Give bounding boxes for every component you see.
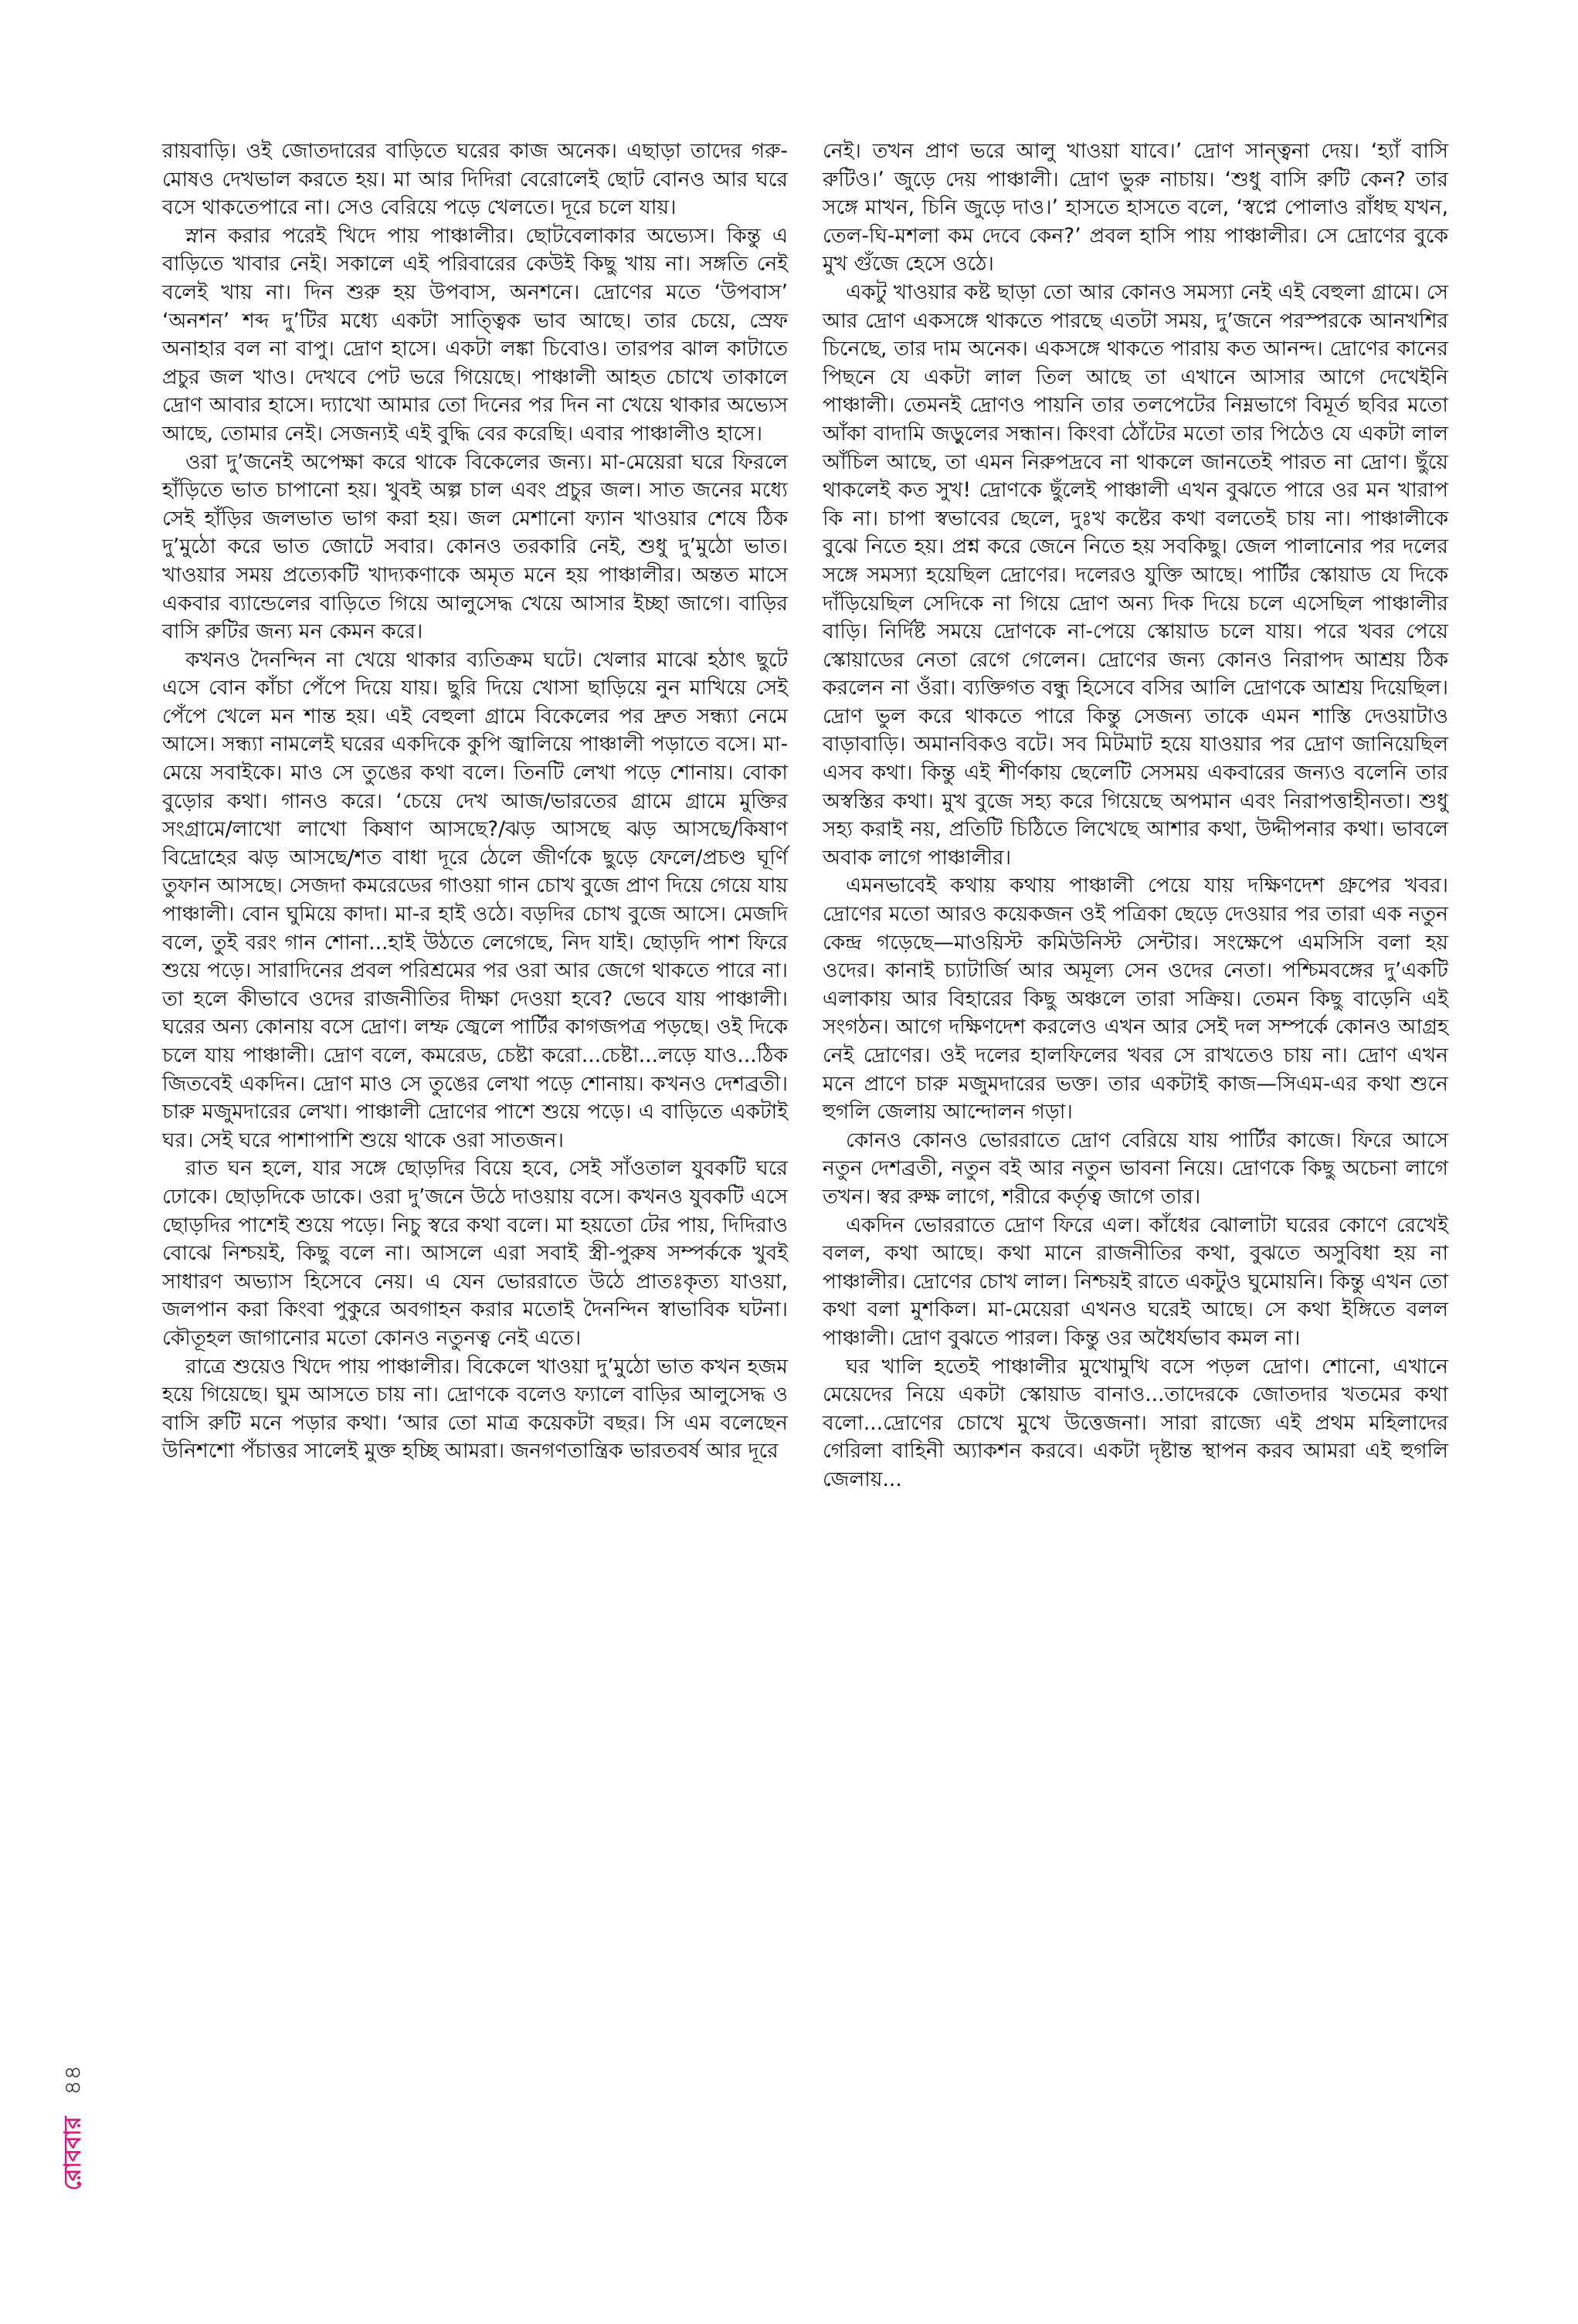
paragraph: রাত ঘন হলে, যার সঙ্গে ছোড়দির বিয়ে হবে, সেই সাঁওতাল যুবকটি ঘরে ঢোকে। ছোড়দিকে ডাকে। ওরা দু’জনে উঠে দাওয়ায় বসে। কখনও যুবকটি এসে ছোড়দির পাশেই শুয়ে পড়ে। নিচু স্বরে কথা বলে। মা হয়তো টের পায়, দিদিরাও বোঝে নিশ্চয়ই, কিছু বলে না। আসলে এরা সবাই স্ত্রী-পুরুষ সম্পর্ককে খুবই সাধারণ অভ্যাস হিসেবে নেয়। এ যেন ভোররাতে উঠে প্রাতঃকৃত্য যাওয়া, জলপান করা কিংবা পুকুরে অবগাহন করার মতোই দৈনন্দিন স্বাভাবিক ঘটনা। কৌতূহল জাগানোর মতো কোনও নতুনত্ব নেই এতে। bbox=[162, 1156, 788, 1350]
paragraph: কোনও কোনও ভোররাতে দ্রোণ বেরিয়ে যায় পার্টির কাজে। ফিরে আসে নতুন দেশব্রতী, নতুন বই আর নতুন ভাবনা নিয়ে। দ্রোণকে কিছু অচেনা লাগে তখন। স্বর রুক্ষ লাগে, শরীরে কর্তৃত্ব জাগে তার। bbox=[823, 1128, 1448, 1209]
paragraph: রায়বাড়ি। ওই জোতদারের বাড়িতে ঘরের কাজ অনেক। এছাড়া তাদের গরু-মোষও দেখভাল করতে হয়। মা আর দিদিরা বেরোলেই ছোট বোনও আর ঘরে বসে থাকতেপারে না। সেও বেরিয়ে পড়ে খেলতে। দূরে চলে যায়। bbox=[162, 139, 788, 220]
right-column bbox=[823, 137, 1448, 1494]
page-number: ৪৪ bbox=[59, 2064, 87, 2095]
paragraph: একদিন ভোররাতে দ্রোণ ফিরে এল। কাঁধের ঝোলাটা ঘরের কোণে রেখেই বলল, কথা আছে। কথা মানে রাজনীতির কথা, বুঝতে অসুবিধা হয় না পাঞ্চালীর। দ্রোণের চোখ লাল। নিশ্চয়ই রাতে একটুও ঘুমোয়নি। কিন্তু এখন তো কথা বলা মুশকিল। মা-মেয়েরা এখনও ঘরেই আছে। সে কথা ইঙ্গিতে বলল পাঞ্চালী। দ্রোণ বুঝতে পারল। কিন্তু ওর অধৈর্যভাব কমল না। bbox=[823, 1213, 1448, 1350]
paragraph: কখনও দৈনন্দিন না খেয়ে থাকার ব্যতিক্রম ঘটে। খেলার মাঝে হঠাৎ ছুটে এসে বোন কাঁচা পেঁপে দিয়ে যায়। ছুরি দিয়ে খোসা ছাড়িয়ে নুন মাখিয়ে সেই পেঁপে খেলে মন শান্ত হয়। এই বেহুলা গ্রামে বিকেলের পর দ্রুত সন্ধ্যা নেমে আসে। সন্ধ্যা নামলেই ঘরের একদিকে কুপি জ্বালিয়ে পাঞ্চালী পড়াতে বসে। মা-মেয়ে সবাইকে। মাও সে তুঙের কথা বলে। তিনটি লেখা পড়ে শোনায়। বোকা বুড়োর কথা। গানও করে। ‘চেয়ে দেখ আজ/ভারতের গ্রামে গ্রামে মুক্তির সংগ্রামে/লাখো লাখো কিষাণ আসছে?/ঝড় আসছে ঝড় আসছে/কিষাণ বিদ্রোহের ঝড় আসছে/শত বাধা দূরে ঠেলে জীর্ণকে ছুড়ে ফেলে/প্রচণ্ড ঘূর্ণি তুফান আসছে। সেজদা কমরেডের গাওয়া গান চোখ বুজে প্রাণ দিয়ে গেয়ে যায় পাঞ্চালী। বোন ঘুমিয়ে কাদা। মা-র হাই ওঠে। বড়দির চোখ বুজে আসে। মেজদি বলে, তুই বরং গান শোনা...হাই উঠতে লেগেছে, নিদ যাই। ছোড়দি পাশ ফিরে শুয়ে পড়ে। সারাদিনের প্রবল পরিশ্রমের পর ওরা আর জেগে থাকতে পারে না। তা হলে কীভাবে ওদের রাজনীতির দীক্ষা দেওয়া হবে? ভেবে যায় পাঞ্চালী। ঘরের অন্য কোনায় বসে দ্রোণ। লম্ফ জ্বেলে পার্টির কাগজপত্র পড়ছে। ওই দিকে চলে যায় পাঞ্চালী। দ্রোণ বলে, কমরেড, চেষ্টা করো...চেষ্টা...লড়ে যাও...ঠিক জিতবেই একদিন। দ্রোণ মাও সে তুঙের লেখা পড়ে শোনায়। কখনও দেশব্রতী। চারু মজুমদারের লেখা। পাঞ্চালী দ্রোণের পাশে শুয়ে পড়ে। এ বাড়িতে একটাই ঘর। সেই ঘরে পাশাপাশি শুয়ে থাকে ওরা সাতজন। bbox=[162, 647, 788, 1152]
paragraph: ঘর খালি হতেই পাঞ্চালীর মুখোমুখি বসে পড়ল দ্রোণ। শোনো, এখানে মেয়েদের নিয়ে একটা স্কোয়াড বানাও...তাদেরকে জোতদার খতমের কথা বলো...দ্রোণের চোখে মুখে উত্তেজনা। সারা রাজ্যে এই প্রথম মহিলাদের গেরিলা বাহিনী অ্যাকশন করবে। একটা দৃষ্টান্ত স্থাপন করব আমরা এই হুগলি জেলায়... bbox=[823, 1354, 1448, 1491]
paragraph: নেই। তখন প্রাণ ভরে আলু খাওয়া যাবে।’ দ্রোণ সান্ত্বনা দেয়। ‘হ্যাঁ বাসি রুটিও।’ জুড়ে দেয় পাঞ্চালী। দ্রোণ ভুরু নাচায়। ‘শুধু বাসি রুটি কেন? তার সঙ্গে মাখন, চিনি জুড়ে দাও।’ হাসতে হাসতে বলে, ‘স্বপ্নে পোলাও রাঁধছ যখন, তেল-ঘি-মশলা কম দেবে কেন?’ প্রবল হাসি পায় পাঞ্চালীর। সে দ্রোণের বুকে মুখ গুঁজে হেসে ওঠে। bbox=[823, 139, 1448, 277]
paragraph: স্নান করার পরেই খিদে পায় পাঞ্চালীর। ছোটবেলাকার অভ্যেস। কিন্তু এ বাড়িতে খাবার নেই। সকালে এই পরিবারের কেউই কিছু খায় না। সঙ্গতি নেই বলেই খায় না। দিন শুরু হয় উপবাস, অনশনে। দ্রোণের মতে ‘উপবাস’ ‘অনশন’ শব্দ দু’টির মধ্যে একটা সাত্ত্বিক ভাব আছে। তার চেয়ে, স্রেফ অনাহার বল না বাপু। দ্রোণ হাসে। একটা লঙ্কা চিবোও। তারপর ঝাল কাটাতে প্রচুর জল খাও। দেখবে পেট ভরে গিয়েছে। পাঞ্চালী আহত চোখে তাকালে দ্রোণ আবার হাসে। দ্যাখো আমার তো দিনের পর দিন না খেয়ে থাকার অভ্যেস আছে, তোমার নেই। সেজন্যই এই বুদ্ধি বের করেছি। এবার পাঞ্চালীও হাসে। bbox=[162, 223, 788, 446]
paragraph: এমনভাবেই কথায় কথায় পাঞ্চালী পেয়ে যায় দক্ষিণদেশ গ্রুপের খবর। দ্রোণের মতো আরও কয়েকজন ওই পত্রিকা ছেড়ে দেওয়ার পর তারা এক নতুন কেন্দ্র গড়েছে—মাওয়িস্ট কমিউনিস্ট সেন্টার। সংক্ষেপে এমসিসি বলা হয় ওদের। কানাই চ্যাটার্জি আর অমূল্য সেন ওদের নেতা। পশ্চিমবঙ্গের দু’একটি এলাকায় আর বিহারের কিছু অঞ্চলে তারা সক্রিয়। তেমন কিছু বাড়েনি এই সংগঠন। আগে দক্ষিণদেশ করলেও এখন আর সেই দল সম্পর্কে কোনও আগ্রহ নেই দ্রোণের। ওই দলের হালফিলের খবর সে রাখতেও চায় না। দ্রোণ এখন মনে প্রাণে চারু মজুমদারের ভক্ত। তার একটাই কাজ—সিএম-এর কথা শুনে হুগলি জেলায় আন্দোলন গড়া। bbox=[823, 874, 1448, 1125]
left-column bbox=[162, 137, 788, 1466]
paragraph: একটু খাওয়ার কষ্ট ছাড়া তো আর কোনও সমস্যা নেই এই বেহুলা গ্রামে। সে আর দ্রোণ একসঙ্গে থাকতে পারছে এতটা সময়, দু’জনে পরস্পরকে আনখশির চিনেছে, তার দাম অনেক। একসঙ্গে থাকতে পারায় কত আনন্দ। দ্রোণের কানের পিছনে যে একটা লাল তিল আছে তা এখানে আসার আগে দেখেইনি পাঞ্চালী। তেমনই দ্রোণও পায়নি তার তলপেটের নিম্নভাগে বিমূর্ত ছবির মতো আঁকা বাদামি জড়ুলের সন্ধান। কিংবা ঠোঁটের মতো তার পিঠেও যে একটা লাল আঁচিল আছে, তা এমন নিরুপদ্রবে না থাকলে জানতেই পারত না দ্রোণ। ছুঁয়ে থাকলেই কত সুখ! দ্রোণকে ছুঁলেই পাঞ্চালী এখন বুঝতে পারে ওর মন খারাপ কি না। চাপা স্বভাবের ছেলে, দুঃখ কষ্টের কথা বলতেই চায় না। পাঞ্চালীকে বুঝে নিতে হয়। প্রশ্ন করে জেনে নিতে হয় সবকিছু। জেল পালানোর পর দলের সঙ্গে সমস্যা হয়েছিল দ্রোণের। দলেরও যুক্তি আছে। পার্টির স্কোয়াড যে দিকে দাঁড়িয়েছিল সেদিকে না গিয়ে দ্রোণ অন্য দিক দিয়ে চলে এসেছিল পাঞ্চালীর বাড়ি। নির্দিষ্ট সময়ে দ্রোণকে না-পেয়ে স্কোয়াড চলে যায়। পরে খবর পেয়ে স্কোয়াডের নেতা রেগে গেলেন। দ্রোণের জন্য কোনও নিরাপদ আশ্রয় ঠিক করলেন না ওঁরা। ব্যক্তিগত বন্ধু হিসেবে বসির আলি দ্রোণকে আশ্রয় দিয়েছিল। দ্রোণ ভুল করে থাকতে পারে কিন্তু সেজন্য তাকে এমন শাস্তি দেওয়াটাও বাড়াবাড়ি। অমানবিকও বটে। সব মিটমাট হয়ে যাওয়ার পর দ্রোণ জানিয়েছিল এসব কথা। কিন্তু এই শীর্ণকায় ছেলেটি সেসময় একবারের জন্যও বলেনি তার অস্বস্তির কথা। মুখ বুজে সহ্য করে গিয়েছে অপমান এবং নিরাপত্তাহীনতা। শুধু সহ্য করাই নয়, প্রতিটি চিঠিতে লিখেছে আশার কথা, উদ্দীপনার কথা। ভাবলে অবাক লাগে পাঞ্চালীর। bbox=[823, 280, 1448, 870]
magazine-name: রোববার bbox=[59, 2116, 87, 2191]
page-folio bbox=[58, 2004, 89, 2251]
paragraph: ওরা দু’জনেই অপেক্ষা করে থাকে বিকেলের জন্য। মা-মেয়েরা ঘরে ফিরলে হাঁড়িতে ভাত চাপানো হয়। খুবই অল্প চাল এবং প্রচুর জল। সাত জনের মধ্যে সেই হাঁড়ির জলভাত ভাগ করা হয়। জল মেশানো ফ্যান খাওয়ার শেষে ঠিক দু’মুঠো করে ভাত জোটে সবার। কোনও তরকারি নেই, শুধু দু’মুঠো ভাত। খাওয়ার সময় প্রত্যেকটি খাদ্যকণাকে অমৃত মনে হয় পাঞ্চালীর। অন্তত মাসে একবার ব্যান্ডেলের বাড়িতে গিয়ে আলুসেদ্ধ খেয়ে আসার ইচ্ছা জাগে। বাড়ির বাসি রুটির জন্য মন কেমন করে। bbox=[162, 450, 788, 644]
paragraph: রাত্রে শুয়েও খিদে পায় পাঞ্চালীর। বিকেলে খাওয়া দু’মুঠো ভাত কখন হজম হয়ে গিয়েছে। ঘুম আসতে চায় না। দ্রোণকে বলেও ফ্যালে বাড়ির আলুসেদ্ধ ও বাসি রুটি মনে পড়ার কথা। ‘আর তো মাত্র কয়েকটা বছর। সি এম বলেছেন উনিশশো পঁচাত্তর সালেই মুক্ত হচ্ছি আমরা। জনগণতান্ত্রিক ভারতবর্ষ আর দূরে bbox=[162, 1354, 788, 1464]
